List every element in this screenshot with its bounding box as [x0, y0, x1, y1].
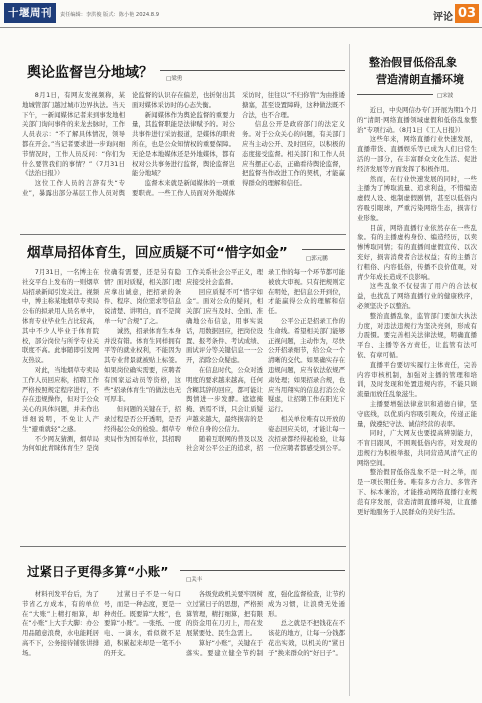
- article-paragraph: 然而，在行业快速发展的同时，一些主播为了博取流量、追求利益，不惜编造虚假人设、炮制虚假剧情，甚至以低俗内容吸引眼球，严重污染网络生态，损害行业形象。: [357, 174, 477, 222]
- article-paragraph: 回应质疑不可“惜字如金”。面对公众的疑问，相关部门应当及时、全面、准确地公布信息，用事实说话，用数据回应，把岗位设置、报考条件、考试成绩、面试评分等关键信息一一公开，消除公众疑虑。: [186, 287, 263, 365]
- article-headline-opinion-supervision: 舆论监督岂分地域？: [27, 65, 153, 81]
- article-paragraph: 直播平台要切实履行主体责任，完善内容审核机制，加强对主播的管理和培训，及时发现和处置违规内容，不能只顾流量而放任乱象滋生。: [357, 360, 477, 399]
- headline-rule: [180, 570, 345, 571]
- article-paragraph: 7月31日，一名博主在社交平台上发布的一则烟草局招录新闻引发关注。视频中，博主称某地烟草专卖局公布的拟录用人员名单中，体育专业毕业生占比较高，其中不少人毕业于体育院校，部分岗位与所学专业关联度不高。此事随即引发网友热议。: [22, 268, 99, 365]
- article-paragraph: 公平公正是招录工作的生命线。希望相关部门能够正视问题，主动作为，尽快公开招录细节，给公众一个清晰的交代。如果确实存在违规问题，应当依法依规严肃处理；如果招录合规，也应当用翔实的信息打消公众疑虑，让招聘工作在阳光下运行。: [268, 316, 345, 414]
- headline-rule: [302, 249, 345, 250]
- column-divider: [349, 44, 350, 696]
- article-paragraph: 诚然，招录体育生本身并没有错。体育生同样拥有平等的就业权利，不能因为其专业背景就被贴上标签。如果岗位确实需要，应聘者有国家运动员等资格，这些“招录体育生”的做法也无可厚非。: [104, 326, 181, 404]
- header-divider: [0, 27, 482, 28]
- article-paragraph: 在信息时代，公众对透明度的要求越来越高，任何含糊其辞的回应，都可能让舆情进一步发酵。遮遮掩掩、语焉不详，只会让质疑声越来越大，最终损害的是单位自身的公信力。: [186, 365, 263, 433]
- article-paragraph: 整治直播乱象，监管部门要加大执法力度，对违法违规行为坚决亮剑，形成有力震慑。要完善相关法律法规，明确直播平台、主播等各方责任，让监管有法可依、有章可循。: [357, 311, 477, 359]
- article-paragraph: 这些年来，网络直播行业快速发展，直播带货、直播娱乐等已成为人们日常生活的一部分，在丰富群众文化生活、促进经济发展等方面发挥了积极作用。: [357, 135, 477, 173]
- article-paragraph: 信息公开是政府部门的法定义务。对于公众关心的问题，有关部门应当主动公开、及时回应，以积极的态度接受监督。相关部门和工作人员应当摆正心态，正确看待舆论监督，把监督当作改进工作的契机，才能赢得群众的理解和信任。: [242, 120, 345, 188]
- article-paragraph: 8月1日，有网友发视频称，某地城管部门越过城市边界执法。当天下午，一新闻媒体记者来到事发地相关部门询问事件的来龙去脉时，工作人员表示：“不了解具体情况，领导都在开会。”当记者要求进一步询问细节情况时，工作人员反问：“你们为什么要管我们的事情？”（7月31日《法治日报》）: [22, 91, 125, 178]
- article-headline-tobacco-recruitment: 烟草局招体育生，回应质疑不可“惜字如金”: [27, 245, 288, 261]
- article-paragraph: 新闻媒体作为舆论监督的重要力量，其监督职能是法律赋予的。对公共事件进行采访报道，是媒体的职责所在，也是公众知情权的重要保障。无论是本地媒体还是外地媒体，都有权对公共事务进行监督，舆论监督岂能分地域？: [132, 110, 235, 178]
- newspaper-masthead: 十堰周刊: [4, 3, 56, 23]
- article-byline: □梁勇: [166, 76, 183, 82]
- article-byline: □郭元鹏: [306, 256, 328, 262]
- article-body-opinion-supervision: [22, 91, 345, 229]
- article-paragraph: 材料刊发平台后，为了节省乙方成本，有的单位在“大账”上精打细算，却在“小账”上大手大脚：办公用品随意浪费，水电能耗居高不下，公务接待铺张讲排场。: [22, 590, 99, 657]
- article-paragraph: 主播要增强法律意识和道德自律，坚守底线，以优质内容吸引观众，传递正能量，做遵纪守法、诚信经营的表率。: [357, 399, 477, 428]
- article-paragraph: 目前，网络直播行业依然存在一些乱象。有的主播虚构身份、编造经历，以卖惨博取同情；有的直播间虚假宣传、以次充好，损害消费者合法权益；有的主播言行粗俗、内容低俗，传播不良价值观，对青少年成长造成不良影响。: [357, 223, 477, 281]
- article-headline-livestream-line2: 营造清朗直播环境: [376, 73, 464, 86]
- article-body-livestream-cleanup: [357, 106, 477, 698]
- article-paragraph: 对此，当地烟草专卖局工作人员回应称，招聘工作严格按照规定程序进行，不存在违规操作，但对于公众关心的具体问题，并未作出详细说明，不免让人产生“避重就轻”之感。: [22, 365, 99, 433]
- article-separator: [20, 234, 346, 235]
- article-paragraph: 总之就是不把钱花在不该花的地方，让每一分钱都花出实效，以机关的“紧日子”换来群众的“好日子”。: [268, 619, 345, 657]
- article-paragraph: 这些乱象不仅侵害了用户的合法权益，也扰乱了网络直播行业的健康秩序，必须坚决予以整治。: [357, 282, 477, 310]
- article-paragraph: 随着互联网的普及以及社会对公平公正的追求，招录工作的每一个环节都可能被放大审视。只有把规则定在明处，把信息公开到位，才能赢得公众的理解和信任。: [186, 268, 345, 453]
- article-headline-livestream-line1: 整治假冒低俗乱象: [369, 56, 457, 69]
- headline-rule: [160, 70, 345, 71]
- article-byline: □关丰: [186, 577, 203, 583]
- article-paragraph: 过紧日子不是一句口号，而是一种态度，更是一种责任。既要算“大账”，也要算“小账”。一张纸、一度电、一滴水，看似微不足道，积累起来却是一笔不小的开支。: [104, 590, 181, 657]
- article-paragraph: 算好“小账”，关键在于落实。要建立健全节约制度，强化监督检查，让节约成为习惯，让浪费无处遁形。: [186, 590, 345, 657]
- article-body-tight-budget: [22, 590, 345, 696]
- editorial-credits: 责任编辑：李洪俊 版式：陈小艳 2024.8.9: [60, 12, 160, 18]
- article-paragraph: 相关单位唯有以开放的姿态回应关切，才能让每一次招录都经得起检验，让每一位应聘者都感受到公平。: [268, 414, 345, 453]
- article-paragraph: 近日，中央网信办专门开展为期1个月的“清朗·网络直播领域虚假和低俗乱象整治”专项行动。（8月1日《工人日报》）: [357, 106, 477, 134]
- page-number-badge: 03: [455, 4, 479, 23]
- article-paragraph: 这位工作人员的言辞有失“专业”，暴露出部分基层工作人员对舆论监督的认识存在偏差，也折射出其面对媒体采访时的心态失衡。: [22, 91, 235, 197]
- article-byline: □宋波: [437, 93, 454, 99]
- article-paragraph: 各级党政机关要牢固树立过紧日子的思想，严格预算管理，精打细算，把有限的资金用在刀刃上，用在发展紧要处、民生急需上。: [186, 590, 263, 638]
- article-paragraph: 但问题的关键在于，招录过程是否公开透明，是否经得起公众的检验。烟草专卖局作为国有单位，其招聘工作关系社会公平正义，理应接受社会监督。: [104, 268, 263, 443]
- article-body-tobacco-recruitment: [22, 268, 345, 530]
- article-separator: [20, 546, 346, 547]
- article-paragraph: 整治假冒低俗乱象不是一时之举，而是一项长期任务。唯有多方合力、多管齐下、标本兼治，才能推动网络直播行业规范有序发展，营造清朗直播环境，让直播更好地服务于人民群众的美好生活。: [357, 468, 477, 516]
- headline-rule: [357, 94, 433, 95]
- article-paragraph: 同时，广大网友也要提高辨别能力，不盲目跟风，不围观低俗内容，对发现的违规行为积极举报，共同营造风清气正的网络空间。: [357, 429, 477, 467]
- article-paragraph: 监督本来就是新闻媒体的一项重要职责。一些工作人员面对外地媒体采访时，往往以“不归你管”为由推诿搪塞，甚至设置障碍，这种做法既不合法，也不合理。: [132, 91, 345, 197]
- article-paragraph: 不少网友猜测，烟草局为何如此青睐体育生？是岗位确有需要，还是另有隐情？面对质疑，相关部门理应拿出诚意，把招录的条件、程序、岗位需求等信息说清楚、讲明白，而不是简单一句“合规”了之。: [22, 268, 181, 453]
- section-label: 评论: [433, 12, 453, 23]
- article-headline-tight-budget: 过紧日子更得多算“小账”: [27, 564, 169, 579]
